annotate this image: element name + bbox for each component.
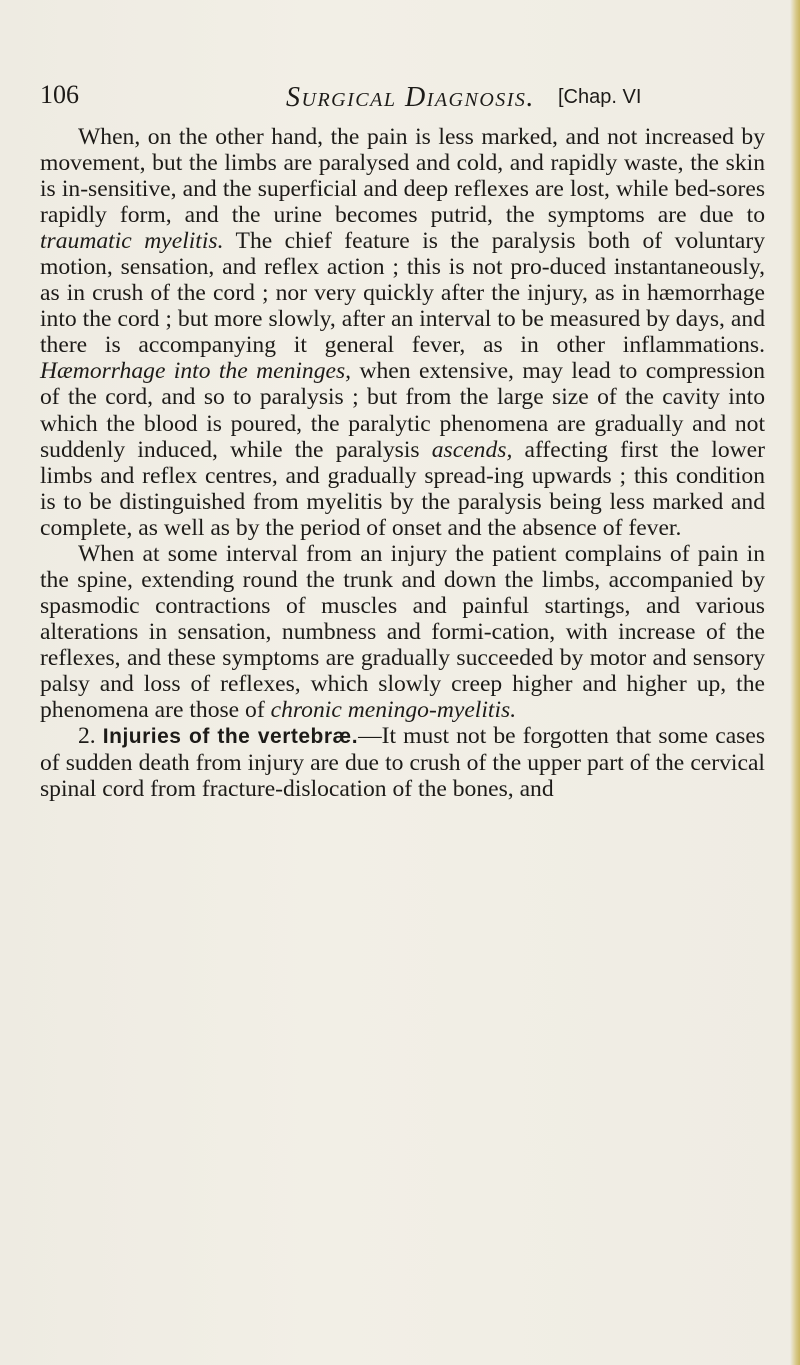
section-number: 2. [78,723,103,750]
page-edge [790,0,800,1365]
page-number: 106 [40,80,79,109]
section-heading: Injuries of the vertebræ. [102,725,359,749]
text-run: —It must not be forgotten that some cases of sudden death from injury are due to crush of the upper part of the cervical spinal cord from fracture-dislocation of the bones, and [40,723,765,803]
text-run: When at some interval from an injury the patient complains of pain in the spine, extending round the trunk and down the limbs, accompanied by spasmodic contractions of muscles and painful startings, and various alterations in sensation, numbness and formi-cation, with increase of the reflexes, and these symptoms are gradually succeeded by motor and sensory palsy and loss of reflexes, which slowly creep higher and higher up, the phenomena are those of [40,540,765,724]
paragraph-meningo-myelitis [40,541,765,723]
paragraph-traumatic-myelitis [40,124,765,541]
running-title: Surgical Diagnosis. [286,82,535,113]
term-chronic-meningo-myelitis: chronic meningo-myelitis. [270,697,517,724]
term-ascends: ascends, [431,436,513,463]
page-header [40,80,760,120]
paragraph-vertebrae [40,723,765,802]
term-haemorrhage-meninges: Hæmorrhage into the meninges, [40,358,352,385]
chapter-label: [Chap. VI [558,86,642,108]
body-text [40,124,765,802]
text-run: when extensive, may lead to compression of the cord, and so to paralysis ; but from the large size of the cavity into which the blood is poured, the paralytic phenomena are gradually and not suddenly induced, while the paralysis [40,358,765,463]
text-run: When, on the other hand, the pain is less marked, and not increased by movement, but the limbs are paralysed and cold, and rapidly waste, the skin is in-sensitive, and the superficial and deep reflexes are lost, while bed-sores rapidly form, and the urine becomes putrid, the symptoms are due to [40,124,765,229]
text-run: The chief feature is the paralysis both of voluntary motion, sensation, and reflex action ; this is not pro-duced instantaneously, as in crush of the cord ; nor very quickly after the injury, as in hæmorrhage into the cord ; but more slowly, after an interval to be measured by days, and there is accompanying it general fever, as in other inflammations. [40,228,765,359]
text-run: affecting first the lower limbs and reflex centres, and gradually spread-ing upwards ; this condition is to be distinguished from myelitis by the paralysis being less marked and complete, as well as by the period of onset and the absence of fever. [40,436,765,541]
term-traumatic-myelitis: traumatic myelitis. [40,228,224,255]
